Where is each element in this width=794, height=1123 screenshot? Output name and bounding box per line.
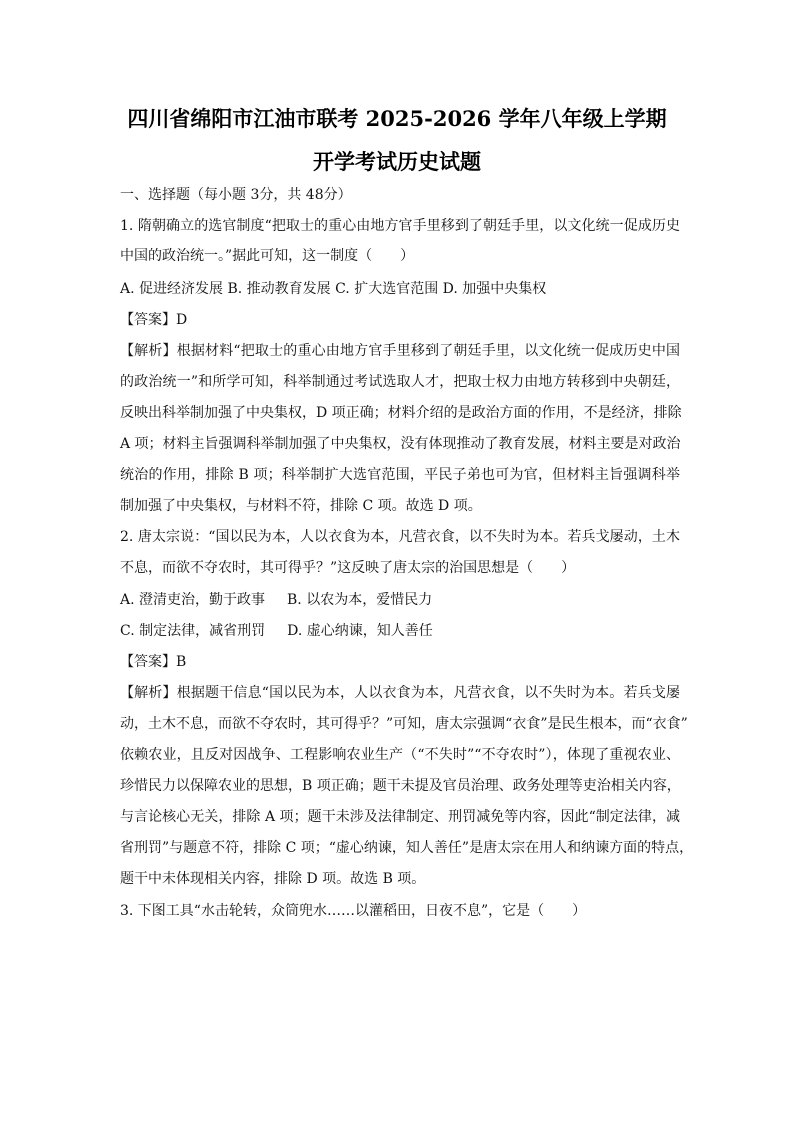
q2-analysis-line-2: 动，土木不息，而欲不夺农时，其可得乎？”可知，唐太宗强调“衣食”是民生根本，而“衣食” [120,716,688,732]
document-title-line-2: 开学考试历史试题 [313,149,481,174]
q1-stem-line-1: 1. 隋朝确立的选官制度“把取士的重心由地方官手里移到了朝廷手里，以文化统一促成历史 [120,218,680,234]
q1-analysis-line-6: 制加强了中央集权，与材料不符，排除 C 项。故选 D 项。 [120,498,482,514]
q2-option-b: B. 以农为本，爱惜民力 [287,592,433,608]
q2-analysis-line-3: 依赖农业，且反对因战争、工程影响农业生产（“不失时”“不夺农时”），体现了重视农业、 [120,747,680,763]
q2-options-row-1 [120,590,680,610]
q2-analysis-line-6: 省刑罚”与题意不符，排除 C 项；“虚心纳谏，知人善任”是唐太宗在用人和纳谏方面的特点， [120,840,694,856]
q2-analysis-line-7: 题干中未体现相关内容，排除 D 项。故选 B 项。 [120,871,426,887]
q1-stem-line-2: 中国的政治统一。”据此可知，这一制度（ ） [120,248,415,264]
q2-analysis-line-1: 【解析】根据题干信息“国以民为本，人以衣食为本，凡营衣食，以不失时为本。若兵戈屡 [120,685,680,701]
q2-stem-line-1: 2. 唐太宗说：“国以民为本，人以衣食为本，凡营衣食，以不失时为本。若兵戈屡动，土木 [120,529,680,545]
q2-answer: 【答案】B [120,654,187,670]
q2-stem-line-2: 不息，而欲不夺农时，其可得乎？”这反映了唐太宗的治国思想是（ ） [120,560,576,576]
q1-analysis-line-2: 的政治统一”和所学可知，科举制通过考试选取人才，把取士权力由地方转移到中央朝廷， [120,374,680,390]
q2-option-d: D. 虚心纳谏，知人善任 [287,623,433,639]
q1-analysis-line-1: 【解析】根据材料“把取士的重心由地方官手里移到了朝廷手里，以文化统一促成历史中国 [120,343,680,359]
q1-answer: 【答案】D [120,312,188,328]
section-heading: 一、选择题（每小题 3分，共 48分） [120,187,352,203]
q1-analysis-line-3: 反映出科举制加强了中央集权，D 项正确；材料介绍的是政治方面的作用，不是经济，排除 [120,405,682,421]
q2-option-c: C. 制定法律，减省刑罚 [120,623,266,639]
document-title-line-1: 四川省绵阳市江油市联考 2025-2026 学年八年级上学期 [127,106,667,131]
q2-analysis-line-5: 与言论核心无关，排除 A 项；题干未涉及法律制定、刑罚减免等内容，因此“制定法律，减 [120,809,680,825]
q1-analysis-line-5: 统治的作用，排除 B 项；科举制扩大选官范围，平民子弟也可为官，但材料主旨强调科举 [120,467,680,483]
q2-options-row-2 [120,621,680,641]
q1-options: A. 促进经济发展 B. 推动教育发展 C. 扩大选官范围 D. 加强中央集权 [120,281,547,297]
q2-option-a: A. 澄清吏治，勤于政事 [120,592,266,608]
q3-stem: 3. 下图工具“水击轮转，众筒兜水……以灌稻田，日夜不息”，它是（ ） [120,903,587,919]
q2-analysis-line-4: 珍惜民力以保障农业的思想，B 项正确；题干未提及官员治理、政务处理等吏治相关内容， [120,778,681,794]
q1-analysis-line-4: A 项；材料主旨强调科举制加强了中央集权，没有体现推动了教育发展，材料主要是对政治 [120,436,681,452]
